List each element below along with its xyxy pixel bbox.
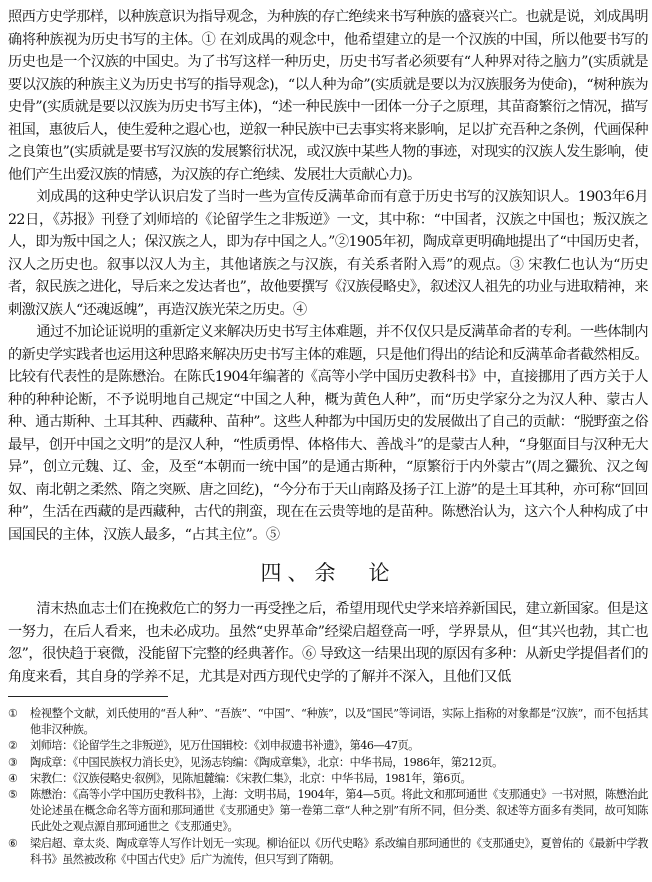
paragraph-1: 照西方史学那样，以种族意识为指导观念，为种族的存亡绝续来书写种族的盛衰兴亡。也就是说，刘成禺明确将种族视为历史书写的主体。① 在刘成禺的观念中，他希望建立的是一个汉族的中国，所以他要书写的历史也是一个汉族的中国史。为了书写这样一种历史，历史书写者必须要有“人种界对待之脑力”(实质就是要以汉族的种族主义为历史书写的指导观念)，“以人种为命”(实质就是要以为汉族服务为使命)，“树种族为史骨”(实质就是要以汉族为历史书写主体)，“述一种民族中一团体一分子之原理，其苗裔繁衍之情况，描写祖国，惠彼后人，使生爱种之遐心也，逆叙一种民族中已去事实将来影响，足以扩充吾种之条例，代画保种之良策也”(实质就是要书写汉族的发展繁衍状况，或汉族中某些人物的事迹，对现实的汉族人发生影响，使他们产生出爱汉族的情感，为汉族的存亡绝续、发展壮大贡献心力)。 xyxy=(8,9,648,183)
footnote-marker: ⑥ xyxy=(8,836,18,850)
footnote-text: 检视整个文献，刘氏使用的“吾人种”、“吾族”、“中国”、“种族”，以及“国民”等词语，实际上指称的对象都是“汉族”，而不包括其他非汉种族。 xyxy=(30,707,648,737)
footnote-5 xyxy=(8,787,648,836)
footnote-text: 宋教仁：《汉族侵略史·叙例》，见陈旭麓编：《宋教仁集》，北京：中华书局，1981年，第6页。 xyxy=(30,771,472,785)
footnotes xyxy=(8,706,648,868)
footnote-text: 梁启超、章太炎、陶成章等人写作计划无一实现。柳诒征以《历代史略》系改编自那珂通世的《支那通史》，夏曾佑的《最新中学教科书》虽然被改称《中国古代史》后广为流传，但只写到了隋朝。 xyxy=(30,836,648,866)
footnote-text: 陶成章：《中国民族权力消长史》，见汤志钧编：《陶成章集》，北京：中华书局，1986年，第212页。 xyxy=(30,755,503,769)
footnote-marker: ⑤ xyxy=(8,788,18,802)
footnote-marker: ② xyxy=(8,739,18,753)
paragraph-3: 通过不加论证说明的重新定义来解决历史书写主体难题，并不仅仅只是反满革命者的专利。一些体制内的新史学实践者也运用这种思路来解决历史书写主体的难题，只是他们得出的结论和反满革命者截然相反。比较有代表性的是陈懋治。在陈氏1904年编著的《高等小学中国历史教科书》中，直接挪用了西方关于人种的种种论断，不予说明地自己规定“中国之人种，概为黄色人种”，而“历史学家分之为汉人种、蒙古人种、通古斯种、土耳其种、西藏种、苗种”。这些人种都为中国历史的发展做出了自己的贡献：“脱野蛮之俗最早，创开中国之文明”的是汉人种，“性质勇悍、体格伟大、善战斗”的是蒙古人种，“身躯面目与汉种无大异”，创立元魏、辽、金，及至“本朝而一统中国”的是通古斯种，“原繁衍于内外蒙古”(周之玁狁、汉之匈奴、南北朝之柔然、隋之突厥、唐之回纥)，“今分布于天山南路及扬子江上游”的是土耳其种，亦可称“回回种”，生活在西藏的是西藏种，古代的荆蛮，现在在云贵等地的是苗种。陈懋治认为，这六个人种构成了中国国民的主体，汉族人最多，“占其主位”。⑤ xyxy=(8,324,648,543)
footnote-1 xyxy=(8,706,648,738)
footnote-2 xyxy=(8,738,648,754)
section-heading: 四、余 论 xyxy=(260,561,396,585)
paragraph-4: 清末热血志士们在挽救危亡的努力一再受挫之后，希望用现代史学来培养新国民，建立新国家。但是这一努力，在后人看来，也未必成功。虽然“史界革命”经梁启超登高一呼，学界景从，但“其兴也勃，其亡也忽”，很快趋于衰微，没能留下完整的经典著作。⑥ 导致这一结果出现的原因有多种：从新史学提倡者们的角度来看，其自身的学养不足，尤其是对西方现代史学的了解并不深入，且他们又低 xyxy=(8,601,648,685)
article-body xyxy=(8,6,648,688)
paragraph-2: 刘成禺的这种史学认识启发了当时一些为宣传反满革命而有意于历史书写的汉族知识人。1903年6月22日，《苏报》刊登了刘师培的《论留学生之非叛逆》一文，其中称：“中国者，汉族之中国也；叛汉族之人，即为叛中国之人；保汉族之人，即为存中国之人。”②1905年初，陶成章更明确地提出了“中国历史者，汉人之历史也。叙事以汉人为主，其他诸族之与汉族，有关系者附入焉”的观点。③ 宋教仁也认为“历史者，叙民族之进化，导后来之发达者也”，故他要撰写《汉族侵略史》，叙述汉人祖先的功业与进取精神，来刺激汉族人“还魂返魄”，再造汉族光荣之历史。④ xyxy=(8,189,648,318)
footnote-3 xyxy=(8,755,648,771)
footnote-6 xyxy=(8,836,648,868)
footnote-divider xyxy=(8,696,168,697)
footnote-marker: ③ xyxy=(8,755,18,769)
footnote-text: 陈懋治：《高等小学中国历史教科书》，上海：文明书局，1904年，第4—5页。将此文和那珂通世《支那通史》一书对照，陈懋治此处论述虽在概念命名等方面和那珂通世《支那通史》第一卷第二章“人种之别”有所不同，但分类、叙述等方面多有类同，故可知陈氏此处之观点源自那珂通世之《支那通史》。 xyxy=(30,788,648,834)
footnote-4 xyxy=(8,771,648,787)
footnote-text: 刘师培：《论留学生之非叛逆》，见万仕国辑校：《刘申叔遗书补遗》，第46—47页。 xyxy=(30,739,419,753)
footnote-marker: ① xyxy=(8,707,18,720)
footnote-marker: ④ xyxy=(8,771,18,785)
